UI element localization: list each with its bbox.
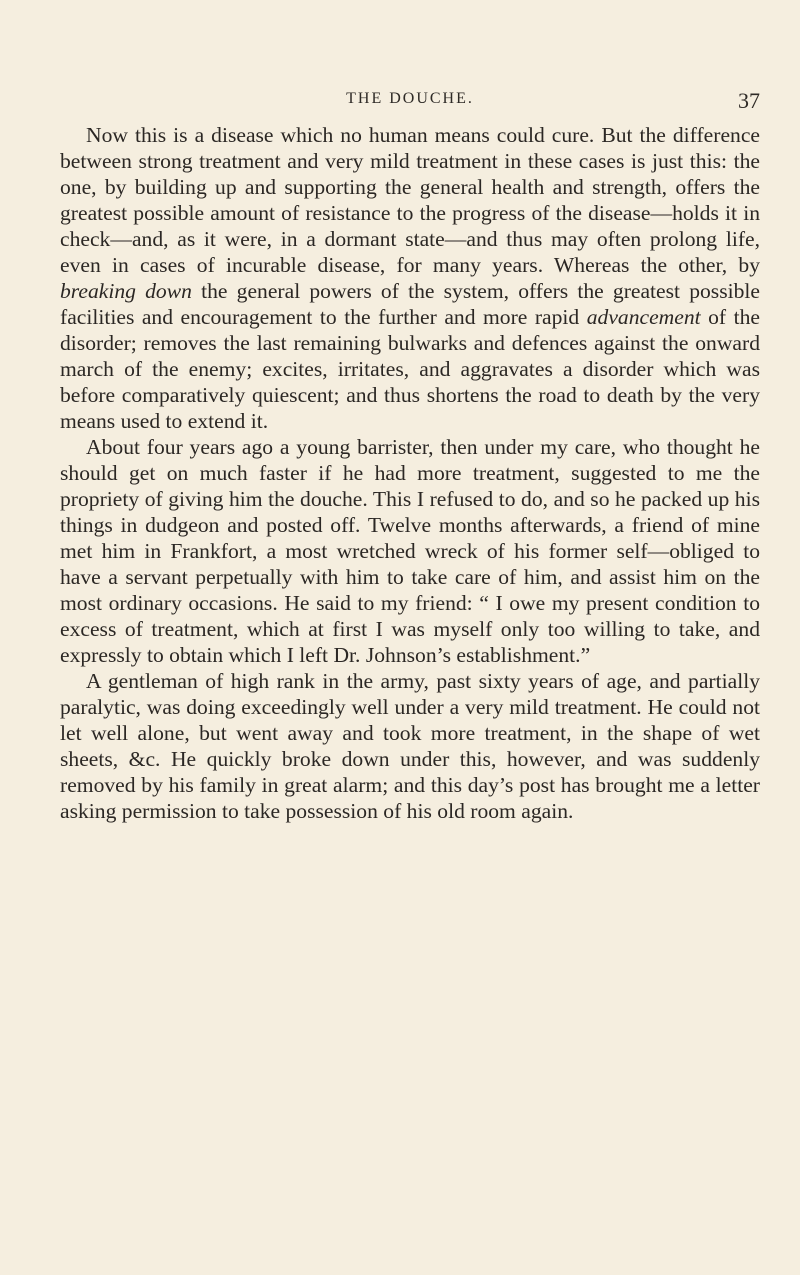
paragraph: About four years ago a young barrister, then under my care, who thought he should get on much faster if he had more treatment, suggested to me the propriety of giving him the douche. This I refused to do, and so he packed up his things in dudgeon and posted off. Twelve months afterwards, a friend of mine met him in Frankfort, a most wretched wreck of his former self—obliged to have a servant perpetually with him to take care of him, and assist him on the most ordinary occasions. He said to my friend: “ I owe my present condition to excess of treatment, which at first I was myself only too willing to take, and expressly to obtain which I left Dr. Johnson’s establishment.”: [60, 435, 760, 667]
paragraph: [60, 122, 760, 434]
emphasis-breaking-down: breaking down: [60, 279, 192, 303]
paragraph-text: the general powers of the system, offers the greatest possible facilities and encouragement to the further and more rapid: [60, 279, 760, 329]
page-header: [60, 90, 760, 114]
paragraph-text: Now this is a disease which no human means could cure. But the difference between strong treatment and very mild treatment in these cases is just this: the one, by building up and supporting the general health and strength, offers the greatest possible amount of resistance to the progress of the disease—holds it in check—and, as it were, in a dormant state—and thus may often prolong life, even in cases of incurable disease, for many years. Whereas the other, by: [60, 123, 760, 277]
emphasis-advancement: advancement: [586, 305, 701, 329]
page-number: 37: [738, 88, 760, 113]
running-head: THE DOUCHE.: [346, 90, 474, 107]
body-text: [60, 122, 760, 824]
paragraph: A gentleman of high rank in the army, past sixty years of age, and partially paralytic, was doing exceedingly well under a very mild treatment. He could not let well alone, but went away and took more treatment, in the shape of wet sheets, &c. He quickly broke down under this, however, and was suddenly removed by his family in great alarm; and this day’s post has brought me a letter asking permission to take possession of his old room again.: [60, 669, 760, 823]
paragraph-text: of the disorder; removes the last remaining bulwarks and defences against the onward march of the enemy; excites, irritates, and aggravates a disorder which was before comparatively quiescent; and thus shortens the road to death by the very means used to extend it.: [60, 305, 760, 433]
